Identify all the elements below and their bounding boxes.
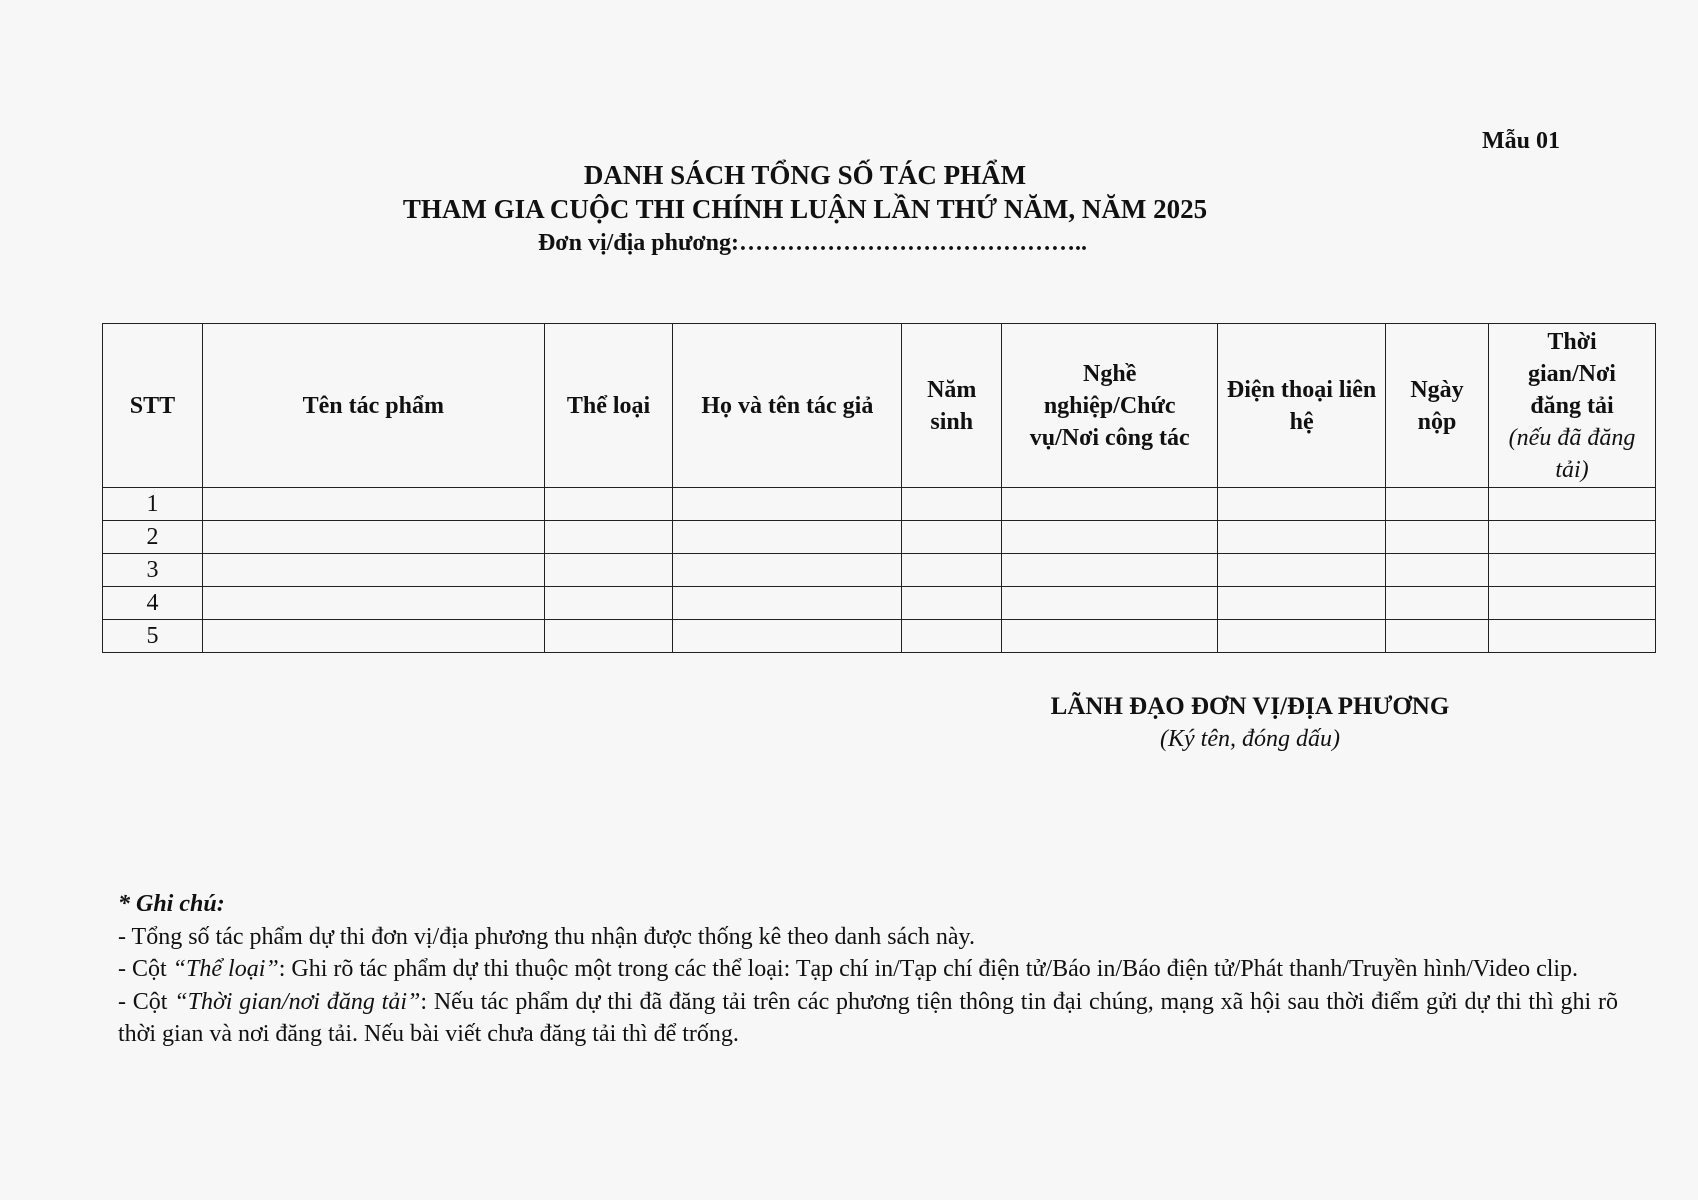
cell-empty — [902, 554, 1002, 587]
note-item-3 — [118, 986, 1618, 1051]
header-ten-tac-pham: Tên tác phẩm — [202, 324, 544, 488]
cell-empty — [673, 521, 902, 554]
cell-empty — [1386, 554, 1489, 587]
table-row — [103, 521, 1656, 554]
cell-empty — [1218, 554, 1386, 587]
cell-empty — [673, 488, 902, 521]
note-item-3-term: “Thời gian/nơi đăng tải” — [174, 988, 421, 1015]
cell-empty — [1386, 587, 1489, 620]
cell-empty — [1386, 488, 1489, 521]
row-number: 4 — [103, 587, 203, 620]
note-item-3-text: : Nếu tác phẩm dự thi đã đăng tải trên các phương tiện thông tin đại chúng, mạng xã hội sau thời điểm gửi dự thi thì ghi rõ thời gian và nơi đăng tải. Nếu bài viết chưa đăng tải thì để trống. — [118, 988, 1618, 1047]
header-thoi-gian-hint: (nếu đã đăng tải) — [1508, 424, 1636, 483]
table-header-row — [103, 324, 1656, 488]
notes-section — [118, 888, 1618, 1051]
cell-empty — [902, 488, 1002, 521]
cell-empty — [1386, 620, 1489, 653]
header-dien-thoai: Điện thoại liên hệ — [1218, 324, 1386, 488]
cell-empty — [1218, 521, 1386, 554]
cell-empty — [1002, 554, 1218, 587]
unit-dots: …………………………………….. — [739, 230, 1088, 256]
cell-empty — [1002, 488, 1218, 521]
unit-line — [15, 226, 1610, 260]
row-number: 2 — [103, 521, 203, 554]
cell-empty — [1489, 488, 1656, 521]
cell-empty — [544, 488, 673, 521]
unit-label: Đơn vị/địa phương: — [537, 230, 740, 256]
cell-empty — [1218, 587, 1386, 620]
note-item-1: - Tổng số tác phẩm dự thi đơn vị/địa phương thu nhận được thống kê theo danh sách này. — [118, 923, 975, 950]
title-block — [0, 158, 1610, 260]
cell-empty — [544, 554, 673, 587]
cell-empty — [902, 620, 1002, 653]
signature-block — [1030, 690, 1470, 754]
cell-empty — [1218, 488, 1386, 521]
cell-empty — [1386, 521, 1489, 554]
cell-empty — [902, 587, 1002, 620]
header-nam-sinh: Năm sinh — [902, 324, 1002, 488]
cell-empty — [544, 620, 673, 653]
cell-empty — [1489, 620, 1656, 653]
cell-empty — [902, 521, 1002, 554]
table-row — [103, 488, 1656, 521]
header-ngay-nop: Ngày nộp — [1386, 324, 1489, 488]
cell-empty — [544, 521, 673, 554]
cell-empty — [202, 587, 544, 620]
cell-empty — [202, 488, 544, 521]
note-item-3-prefix: - Cột — [118, 988, 175, 1015]
header-ho-ten: Họ và tên tác giả — [673, 324, 902, 488]
form-code: Mẫu 01 — [1482, 128, 1560, 154]
cell-empty — [202, 554, 544, 587]
note-item-2-text: : Ghi rõ tác phẩm dự thi thuộc một trong các thể loại: Tạp chí in/Tạp chí điện tử/Báo in/Báo điện tử/Phát thanh/Truyền hình/Video clip. — [278, 956, 1579, 982]
cell-empty — [673, 620, 902, 653]
cell-empty — [673, 554, 902, 587]
note-item-2-term: “Thể loại” — [172, 956, 279, 982]
cell-empty — [1489, 554, 1656, 587]
cell-empty — [1489, 587, 1656, 620]
cell-empty — [1002, 620, 1218, 653]
title-line-1: DANH SÁCH TỔNG SỐ TÁC PHẨM — [583, 160, 1027, 190]
header-the-loai: Thể loại — [544, 324, 673, 488]
cell-empty — [1002, 587, 1218, 620]
row-number: 5 — [103, 620, 203, 653]
cell-empty — [202, 620, 544, 653]
cell-empty — [1218, 620, 1386, 653]
signature-title: LÃNH ĐẠO ĐƠN VỊ/ĐỊA PHƯƠNG — [1050, 693, 1450, 720]
table-row — [103, 554, 1656, 587]
table-row — [103, 587, 1656, 620]
header-stt: STT — [103, 324, 203, 488]
header-thoi-gian — [1489, 324, 1656, 488]
header-nghe-nghiep: Nghề nghiệp/Chức vụ/Nơi công tác — [1002, 324, 1218, 488]
cell-empty — [673, 587, 902, 620]
notes-heading: * Ghi chú: — [118, 891, 225, 917]
cell-empty — [1489, 521, 1656, 554]
header-thoi-gian-label: Thời gian/Nơi đăng tải — [1528, 328, 1616, 419]
cell-empty — [202, 521, 544, 554]
table-row — [103, 620, 1656, 653]
row-number: 3 — [103, 554, 203, 587]
cell-empty — [544, 587, 673, 620]
title-line-2: THAM GIA CUỘC THI CHÍNH LUẬN LẦN THỨ NĂM, NĂM 2025 — [402, 194, 1208, 224]
note-item-2 — [118, 953, 1618, 986]
note-item-2-prefix: - Cột — [118, 956, 173, 982]
works-table — [102, 323, 1656, 653]
row-number: 1 — [103, 488, 203, 521]
cell-empty — [1002, 521, 1218, 554]
signature-note: (Ký tên, đóng dấu) — [1160, 726, 1340, 752]
